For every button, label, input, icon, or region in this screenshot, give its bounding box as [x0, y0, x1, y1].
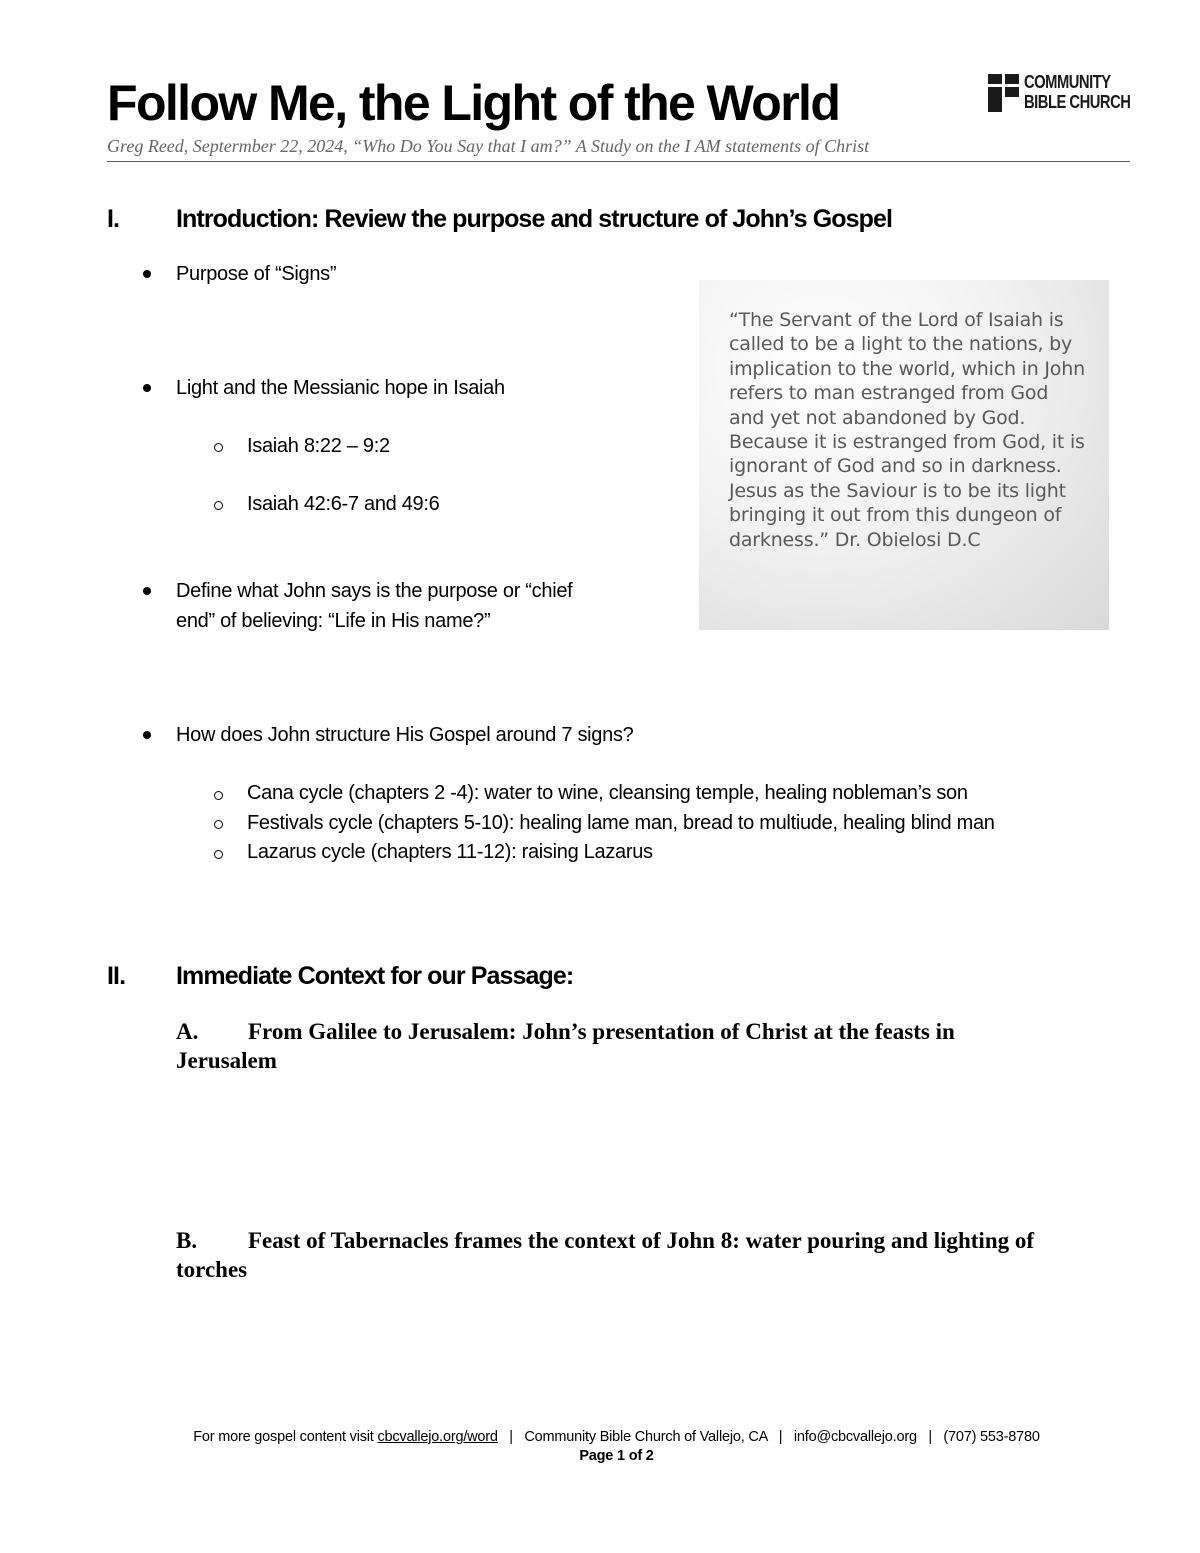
document-title: Follow Me, the Light of the World	[107, 75, 840, 131]
footer-email: info@cbcvallejo.org	[793, 1429, 917, 1445]
logo-text	[1024, 72, 1130, 112]
footer-church-name: Community Bible Church of Vallejo, CA	[524, 1429, 768, 1445]
section-1-title: Introduction: Review the purpose and structure of John’s Gospel	[176, 205, 893, 233]
sub-bullet-circle-icon	[214, 791, 223, 800]
bullet-define-purpose-line1: Define what John says is the purpose or “chief	[176, 580, 573, 602]
bullet-icon	[143, 384, 151, 392]
subsection-a-line1: From Galilee to Jerusalem: John’s presentation of Christ at the feasts in	[248, 1019, 955, 1044]
sub-bullet-circle-icon	[214, 501, 223, 510]
bullet-icon	[143, 731, 151, 739]
section-2-number: II.	[107, 962, 126, 990]
sub-bullet-circle-icon	[214, 443, 223, 452]
bullet-purpose-of-signs: Purpose of “Signs”	[176, 263, 337, 285]
subsection-b-letter: B.	[176, 1228, 198, 1253]
subsection-a-letter: A.	[176, 1019, 199, 1044]
sub-bullet-circle-icon	[214, 820, 223, 829]
section-2-title: Immediate Context for our Passage:	[176, 962, 574, 990]
logo-line-community: COMMUNITY	[1024, 72, 1111, 92]
footer-link-word[interactable]: cbcvallejo.org/word	[377, 1429, 498, 1445]
page-number: Page 1 of 2	[579, 1448, 654, 1464]
sub-bullet-isaiah-42: Isaiah 42:6-7 and 49:6	[247, 493, 440, 515]
page-footer	[0, 1429, 1200, 1445]
sub-bullet-festivals-cycle: Festivals cycle (chapters 5-10): healing lame man, bread to multiude, healing blind man	[247, 812, 995, 834]
bullet-light-messianic-hope: Light and the Messianic hope in Isaiah	[176, 377, 505, 399]
subsection-a-line2: Jerusalem	[176, 1048, 277, 1073]
bullet-define-purpose-line2: end” of believing: “Life in His name?”	[176, 610, 491, 632]
church-logo	[988, 72, 1133, 116]
logo-line-bible-church: BIBLE CHURCH	[1024, 92, 1131, 112]
bullet-icon	[143, 587, 151, 595]
subsection-b-line1: Feast of Tabernacles frames the context of John 8: water pouring and lighting of	[248, 1228, 1035, 1253]
document-subtitle: Greg Reed, Septermber 22, 2024, “Who Do You Say that I am?” A Study on the I AM statements of Christ	[107, 136, 870, 156]
footer-prefix: For more gospel content visit	[193, 1429, 378, 1445]
subsection-a	[0, 1017, 1150, 1077]
bullet-john-structure: How does John structure His Gospel around 7 signs?	[176, 724, 634, 746]
quote-text: “The Servant of the Lord of Isaiah is called to be a light to the nations, by implication to the world, which in John refers to man estranged from God and yet not abandoned by God. Because it is estranged from God, it is ignorant of God and so in darkness. Jesus as the Saviour is to be its light bringing it out from this dungeon of darkness.” Dr. Obielosi D.C	[729, 309, 1085, 551]
footer-separator: |	[497, 1429, 525, 1445]
header-divider	[107, 161, 1130, 162]
sub-bullet-cana-cycle: Cana cycle (chapters 2 -4): water to wine, cleansing temple, healing nobleman’s son	[247, 782, 968, 804]
footer-separator: |	[916, 1429, 944, 1445]
sub-bullet-lazarus-cycle: Lazarus cycle (chapters 11-12): raising Lazarus	[247, 841, 653, 863]
sub-bullet-circle-icon	[214, 850, 223, 859]
subsection-b	[0, 1226, 1150, 1286]
section-1-number: I.	[107, 205, 120, 233]
logo-grid-icon	[988, 74, 1020, 112]
sub-bullet-isaiah-8: Isaiah 8:22 – 9:2	[247, 435, 390, 457]
bullet-icon	[143, 270, 151, 278]
footer-separator: |	[767, 1429, 794, 1445]
footer-phone: (707) 553-8780	[943, 1429, 1040, 1445]
subsection-b-line2: torches	[176, 1257, 248, 1282]
quote-box	[699, 280, 1109, 630]
